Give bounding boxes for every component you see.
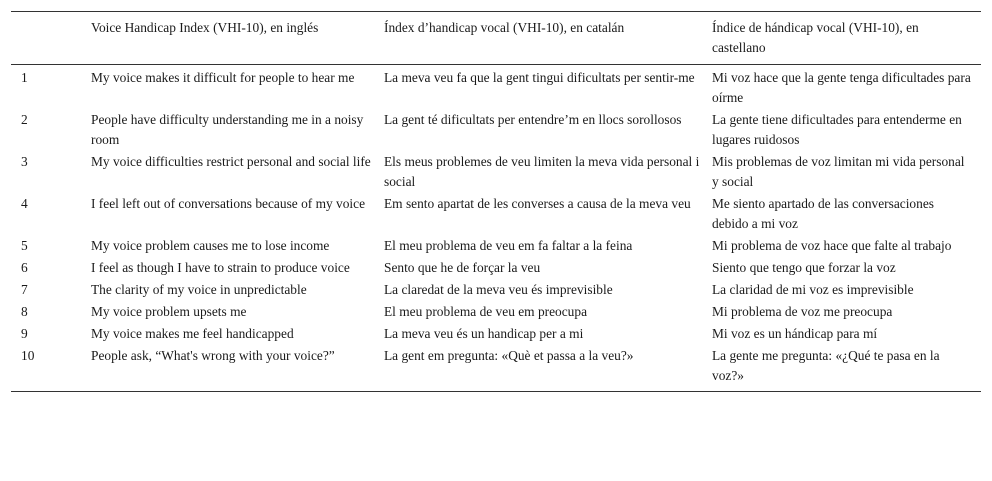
header-row [11, 12, 981, 65]
item-spanish: Me siento apartado de las conversaciones debido a mi voz [712, 196, 934, 231]
item-number: 1 [21, 70, 28, 85]
item-catalan: La claredat de la meva veu és imprevisible [384, 282, 613, 297]
item-spanish: Mi voz hace que la gente tenga dificultades para oírme [712, 70, 971, 105]
table-row [11, 279, 981, 301]
item-english: People have difficulty understanding me in a noisy room [91, 112, 364, 147]
item-catalan: Sento que he de forçar la veu [384, 260, 541, 275]
item-number: 9 [21, 326, 28, 341]
item-spanish: La claridad de mi voz es imprevisible [712, 282, 914, 297]
table-row [11, 193, 981, 235]
table-row [11, 345, 981, 392]
header-number [11, 12, 91, 65]
item-number: 2 [21, 112, 28, 127]
item-catalan: La gent em pregunta: «Què et passa a la veu?» [384, 348, 634, 363]
item-number: 4 [21, 196, 28, 211]
item-english: My voice problem upsets me [91, 304, 247, 319]
item-spanish: Mi problema de voz me preocupa [712, 304, 893, 319]
item-english: I feel left out of conversations because of my voice [91, 196, 366, 211]
table-header [11, 12, 981, 65]
vhi10-comparison-table [11, 11, 981, 392]
table-row [11, 301, 981, 323]
table-row [11, 257, 981, 279]
item-english: My voice makes me feel handicapped [91, 326, 294, 341]
header-catalan: Índex d’handicap vocal (VHI-10), en catalán [384, 20, 625, 35]
table-row [11, 323, 981, 345]
item-number: 10 [21, 348, 35, 363]
item-catalan: Em sento apartat de les converses a causa de la meva veu [384, 196, 691, 211]
item-catalan: Els meus problemes de veu limiten la meva vida personal i social [384, 154, 700, 189]
item-english: I feel as though I have to strain to produce voice [91, 260, 350, 275]
item-english: My voice problem causes me to lose income [91, 238, 330, 253]
table-row [11, 65, 981, 110]
item-english: My voice makes it difficult for people to hear me [91, 70, 355, 85]
item-spanish: Mi voz es un hándicap para mí [712, 326, 878, 341]
table-row [11, 151, 981, 193]
item-catalan: El meu problema de veu em preocupa [384, 304, 588, 319]
item-number: 5 [21, 238, 28, 253]
item-spanish: Mi problema de voz hace que falte al trabajo [712, 238, 952, 253]
item-english: The clarity of my voice in unpredictable [91, 282, 307, 297]
item-number: 3 [21, 154, 28, 169]
item-spanish: La gente tiene dificultades para entenderme en lugares ruidosos [712, 112, 962, 147]
item-spanish: Mis problemas de voz limitan mi vida personal y social [712, 154, 965, 189]
table-row [11, 109, 981, 151]
item-english: People ask, “What's wrong with your voice?” [91, 348, 335, 363]
item-catalan: El meu problema de veu em fa faltar a la feina [384, 238, 633, 253]
header-english: Voice Handicap Index (VHI-10), en inglés [91, 20, 319, 35]
item-catalan: La meva veu fa que la gent tingui dificultats per sentir-me [384, 70, 695, 85]
item-catalan: La meva veu és un handicap per a mi [384, 326, 584, 341]
item-catalan: La gent té dificultats per entendre’m en llocs sorollosos [384, 112, 682, 127]
item-spanish: La gente me pregunta: «¿Qué te pasa en la voz?» [712, 348, 940, 383]
item-english: My voice difficulties restrict personal and social life [91, 154, 371, 169]
item-number: 7 [21, 282, 28, 297]
table-body [11, 65, 981, 392]
item-spanish: Siento que tengo que forzar la voz [712, 260, 896, 275]
item-number: 8 [21, 304, 28, 319]
table-row [11, 235, 981, 257]
header-spanish: Índice de hándicap vocal (VHI-10), en castellano [712, 20, 919, 55]
item-number: 6 [21, 260, 28, 275]
